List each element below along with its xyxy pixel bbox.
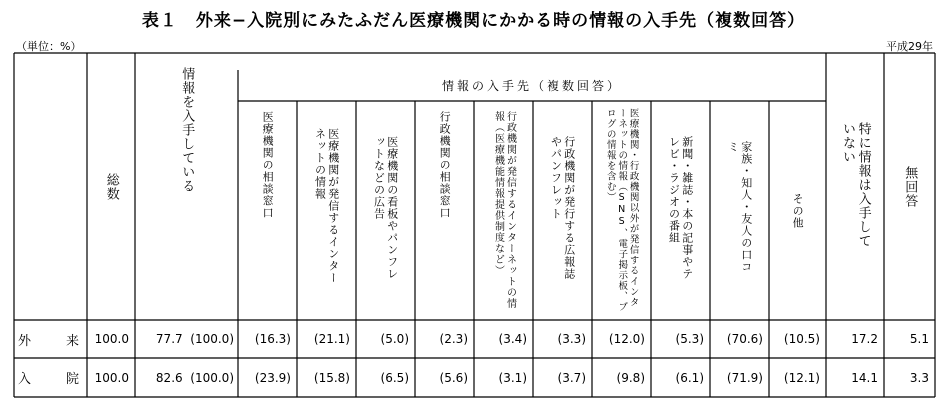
table-cell: (9.8) xyxy=(616,370,645,385)
table-cell: (3.3) xyxy=(557,332,586,346)
header-source-5: 行政機関が発信するインターネットの情報（医療機能情報提供制度など） xyxy=(492,110,516,309)
header-source-10: その他 xyxy=(791,192,805,229)
table-cell: 77.7 (100.0) xyxy=(155,332,234,346)
table-cell: (12.0) xyxy=(608,332,645,346)
row-label-inpatient: 入 院 xyxy=(18,372,79,387)
row-label-outpatient: 外 来 xyxy=(18,333,79,349)
table-cell: (5.3) xyxy=(675,332,704,346)
table-cell: (3.1) xyxy=(498,370,527,385)
table-cell: (70.6) xyxy=(726,332,763,346)
table-cell: 17.2 xyxy=(851,332,878,346)
table-cell: (3.4) xyxy=(498,332,527,346)
header-source-6: 行政機関が発行する広報誌やパンフレット xyxy=(549,135,576,280)
table-cell: 3.3 xyxy=(909,370,929,385)
table-cell: 82.6 (100.0) xyxy=(155,370,234,385)
header-total: 総数 xyxy=(103,172,119,201)
table-cell: (6.5) xyxy=(380,370,409,385)
table-cell: 14.1 xyxy=(851,370,878,385)
header-source-3: 医療機関の看板やパンフレットなどの広告 xyxy=(372,135,399,280)
header-source-4: 行政機関の相談窓口 xyxy=(438,110,452,219)
table-cell: (5.6) xyxy=(439,370,468,385)
table-cell: 5.1 xyxy=(909,332,929,346)
header-source-9: 家族・知人・友人の口コミ xyxy=(726,140,753,273)
table-cell: 100.0 xyxy=(94,332,129,346)
header-source-1: 医療機関の相談窓口 xyxy=(261,110,275,219)
unit-label: （単位：%） xyxy=(16,40,82,53)
header-source-7: 医療機関・行政機関以外が発信するインターネットの情報（SNS、電子掲示板、ブログの情報を含む） xyxy=(604,108,639,312)
table-cell: (10.5) xyxy=(783,332,820,346)
table-cell: (16.3) xyxy=(254,332,291,346)
table-cell: (6.1) xyxy=(675,370,704,385)
year-label: 平成29年 xyxy=(886,40,933,53)
table-title: 表１ 外来−入院別にみたふだん医療機関にかかる時の情報の入手先（複数回答） xyxy=(141,11,806,31)
table-cell: (2.3) xyxy=(439,332,468,346)
table-cell: 100.0 xyxy=(94,370,129,385)
header-source-8: 新聞・雑誌・本の記事やテレビ・ラジオの番組 xyxy=(667,135,694,280)
header-no-answer: 無回答 xyxy=(902,165,918,208)
table-cell: (15.8) xyxy=(313,370,350,385)
table-cell: (23.9) xyxy=(254,370,291,385)
header-sources-group: 情報の入手先（複数回答） xyxy=(441,79,622,93)
header-obtains-info: 情報を入手している xyxy=(179,66,195,193)
table-cell: (12.1) xyxy=(783,370,820,385)
header-source-2: 医療機関が発信するインターネットの情報 xyxy=(313,128,340,284)
table-cell: (21.1) xyxy=(313,332,350,346)
table-cell: (3.7) xyxy=(557,370,586,385)
table-cell: (71.9) xyxy=(726,370,763,385)
header-no-info: 特に情報は入手していない xyxy=(840,121,871,248)
table-cell: (5.0) xyxy=(380,332,409,346)
